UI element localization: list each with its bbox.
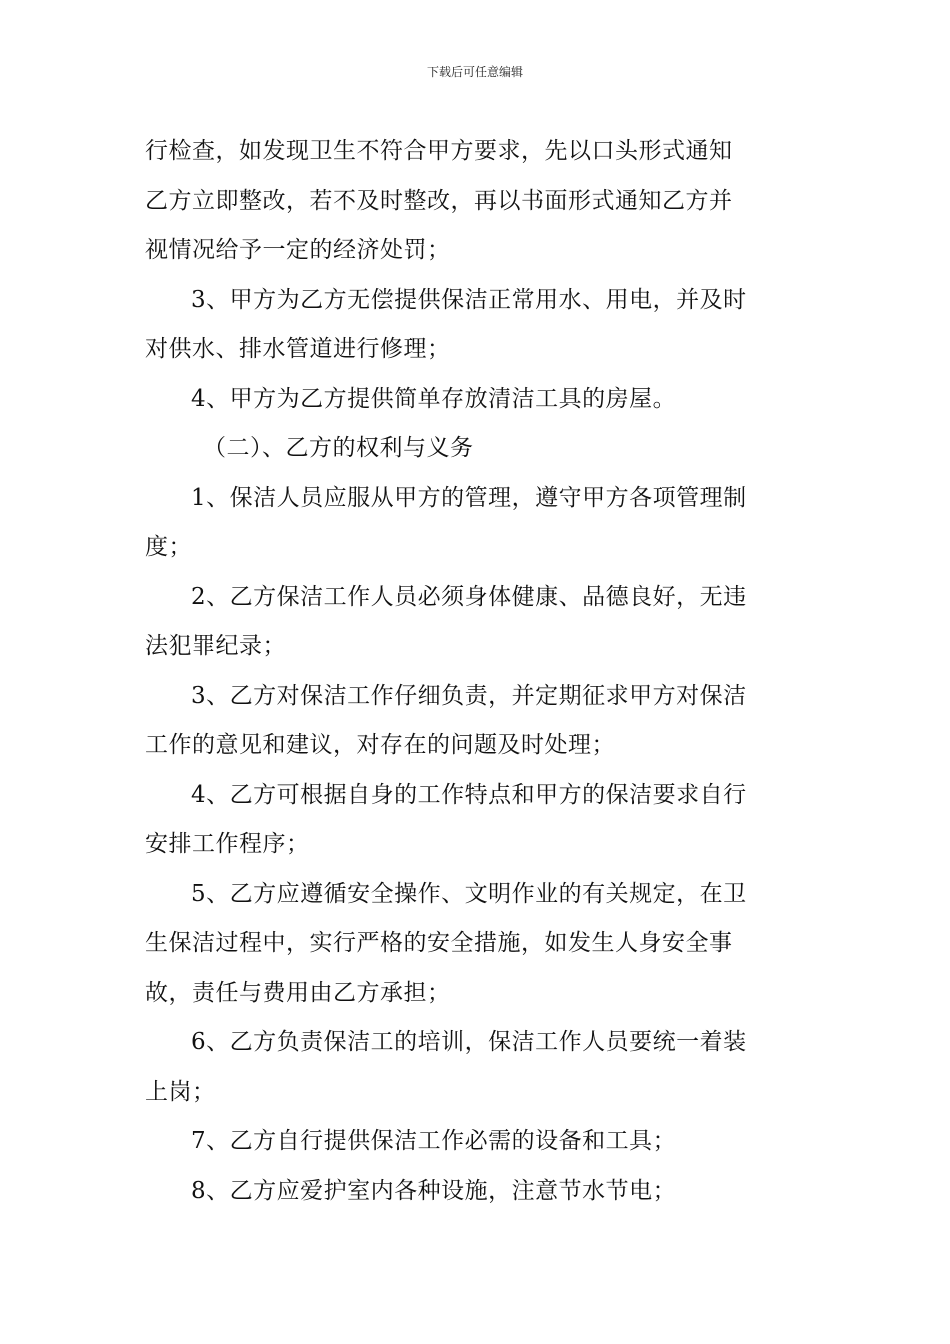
text-line: 视情况给予一定的经济处罚；	[145, 237, 451, 263]
clause-b4	[145, 771, 815, 870]
text-line: 7、乙方自行提供保洁工作必需的设备和工具；	[191, 1128, 677, 1154]
clause-b5	[145, 870, 815, 1019]
text-line: 8、乙方应爱护室内各种设施，注意节水节电；	[191, 1177, 677, 1204]
clause-b3	[145, 672, 815, 771]
text-line: 上岗；	[145, 1078, 216, 1105]
clause-a3	[145, 276, 815, 375]
text-line: 3、甲方为乙方无偿提供保洁正常用水、用电，并及时	[191, 286, 747, 313]
text-line: 生保洁过程中，实行严格的安全措施，如发生人身安全事	[145, 930, 733, 956]
document-body	[145, 127, 815, 1216]
clause-b7	[145, 1117, 815, 1167]
clause-b2	[145, 573, 815, 672]
text-line: 度；	[145, 534, 192, 560]
paragraph-continuation	[145, 127, 815, 276]
section-heading: （二）、乙方的权利与义务	[203, 435, 474, 461]
section-heading-party-b	[145, 424, 815, 474]
text-line: 行检查，如发现卫生不符合甲方要求，先以口头形式通知	[145, 138, 733, 164]
text-line: 对供水、排水管道进行修理；	[145, 336, 451, 362]
text-line: 2、乙方保洁工作人员必须身体健康、品德良好，无违	[191, 583, 747, 610]
clause-b1	[145, 474, 815, 573]
text-line: 4、乙方可根据自身的工作特点和甲方的保洁要求自行	[191, 781, 747, 808]
clause-b8	[145, 1167, 815, 1217]
clause-b6	[145, 1018, 815, 1117]
text-line: 1、保洁人员应服从甲方的管理，遵守甲方各项管理制	[191, 484, 747, 511]
text-line: 故，责任与费用由乙方承担；	[145, 979, 451, 1006]
text-line: 乙方立即整改，若不及时整改，再以书面形式通知乙方并	[145, 187, 733, 214]
text-line: 安排工作程序；	[145, 831, 310, 857]
clause-a4	[145, 375, 815, 425]
text-line: 法犯罪纪录；	[145, 633, 286, 659]
page-header-note: 下载后可任意编辑	[426, 65, 523, 79]
text-line: 6、乙方负责保洁工的培训，保洁工作人员要统一着装	[191, 1029, 747, 1055]
text-line: 3、乙方对保洁工作仔细负责，并定期征求甲方对保洁	[191, 682, 747, 709]
text-line: 工作的意见和建议，对存在的问题及时处理；	[145, 732, 615, 758]
text-line: 4、甲方为乙方提供简单存放清洁工具的房屋。	[191, 385, 677, 412]
text-line: 5、乙方应遵循安全操作、文明作业的有关规定，在卫	[191, 880, 747, 907]
